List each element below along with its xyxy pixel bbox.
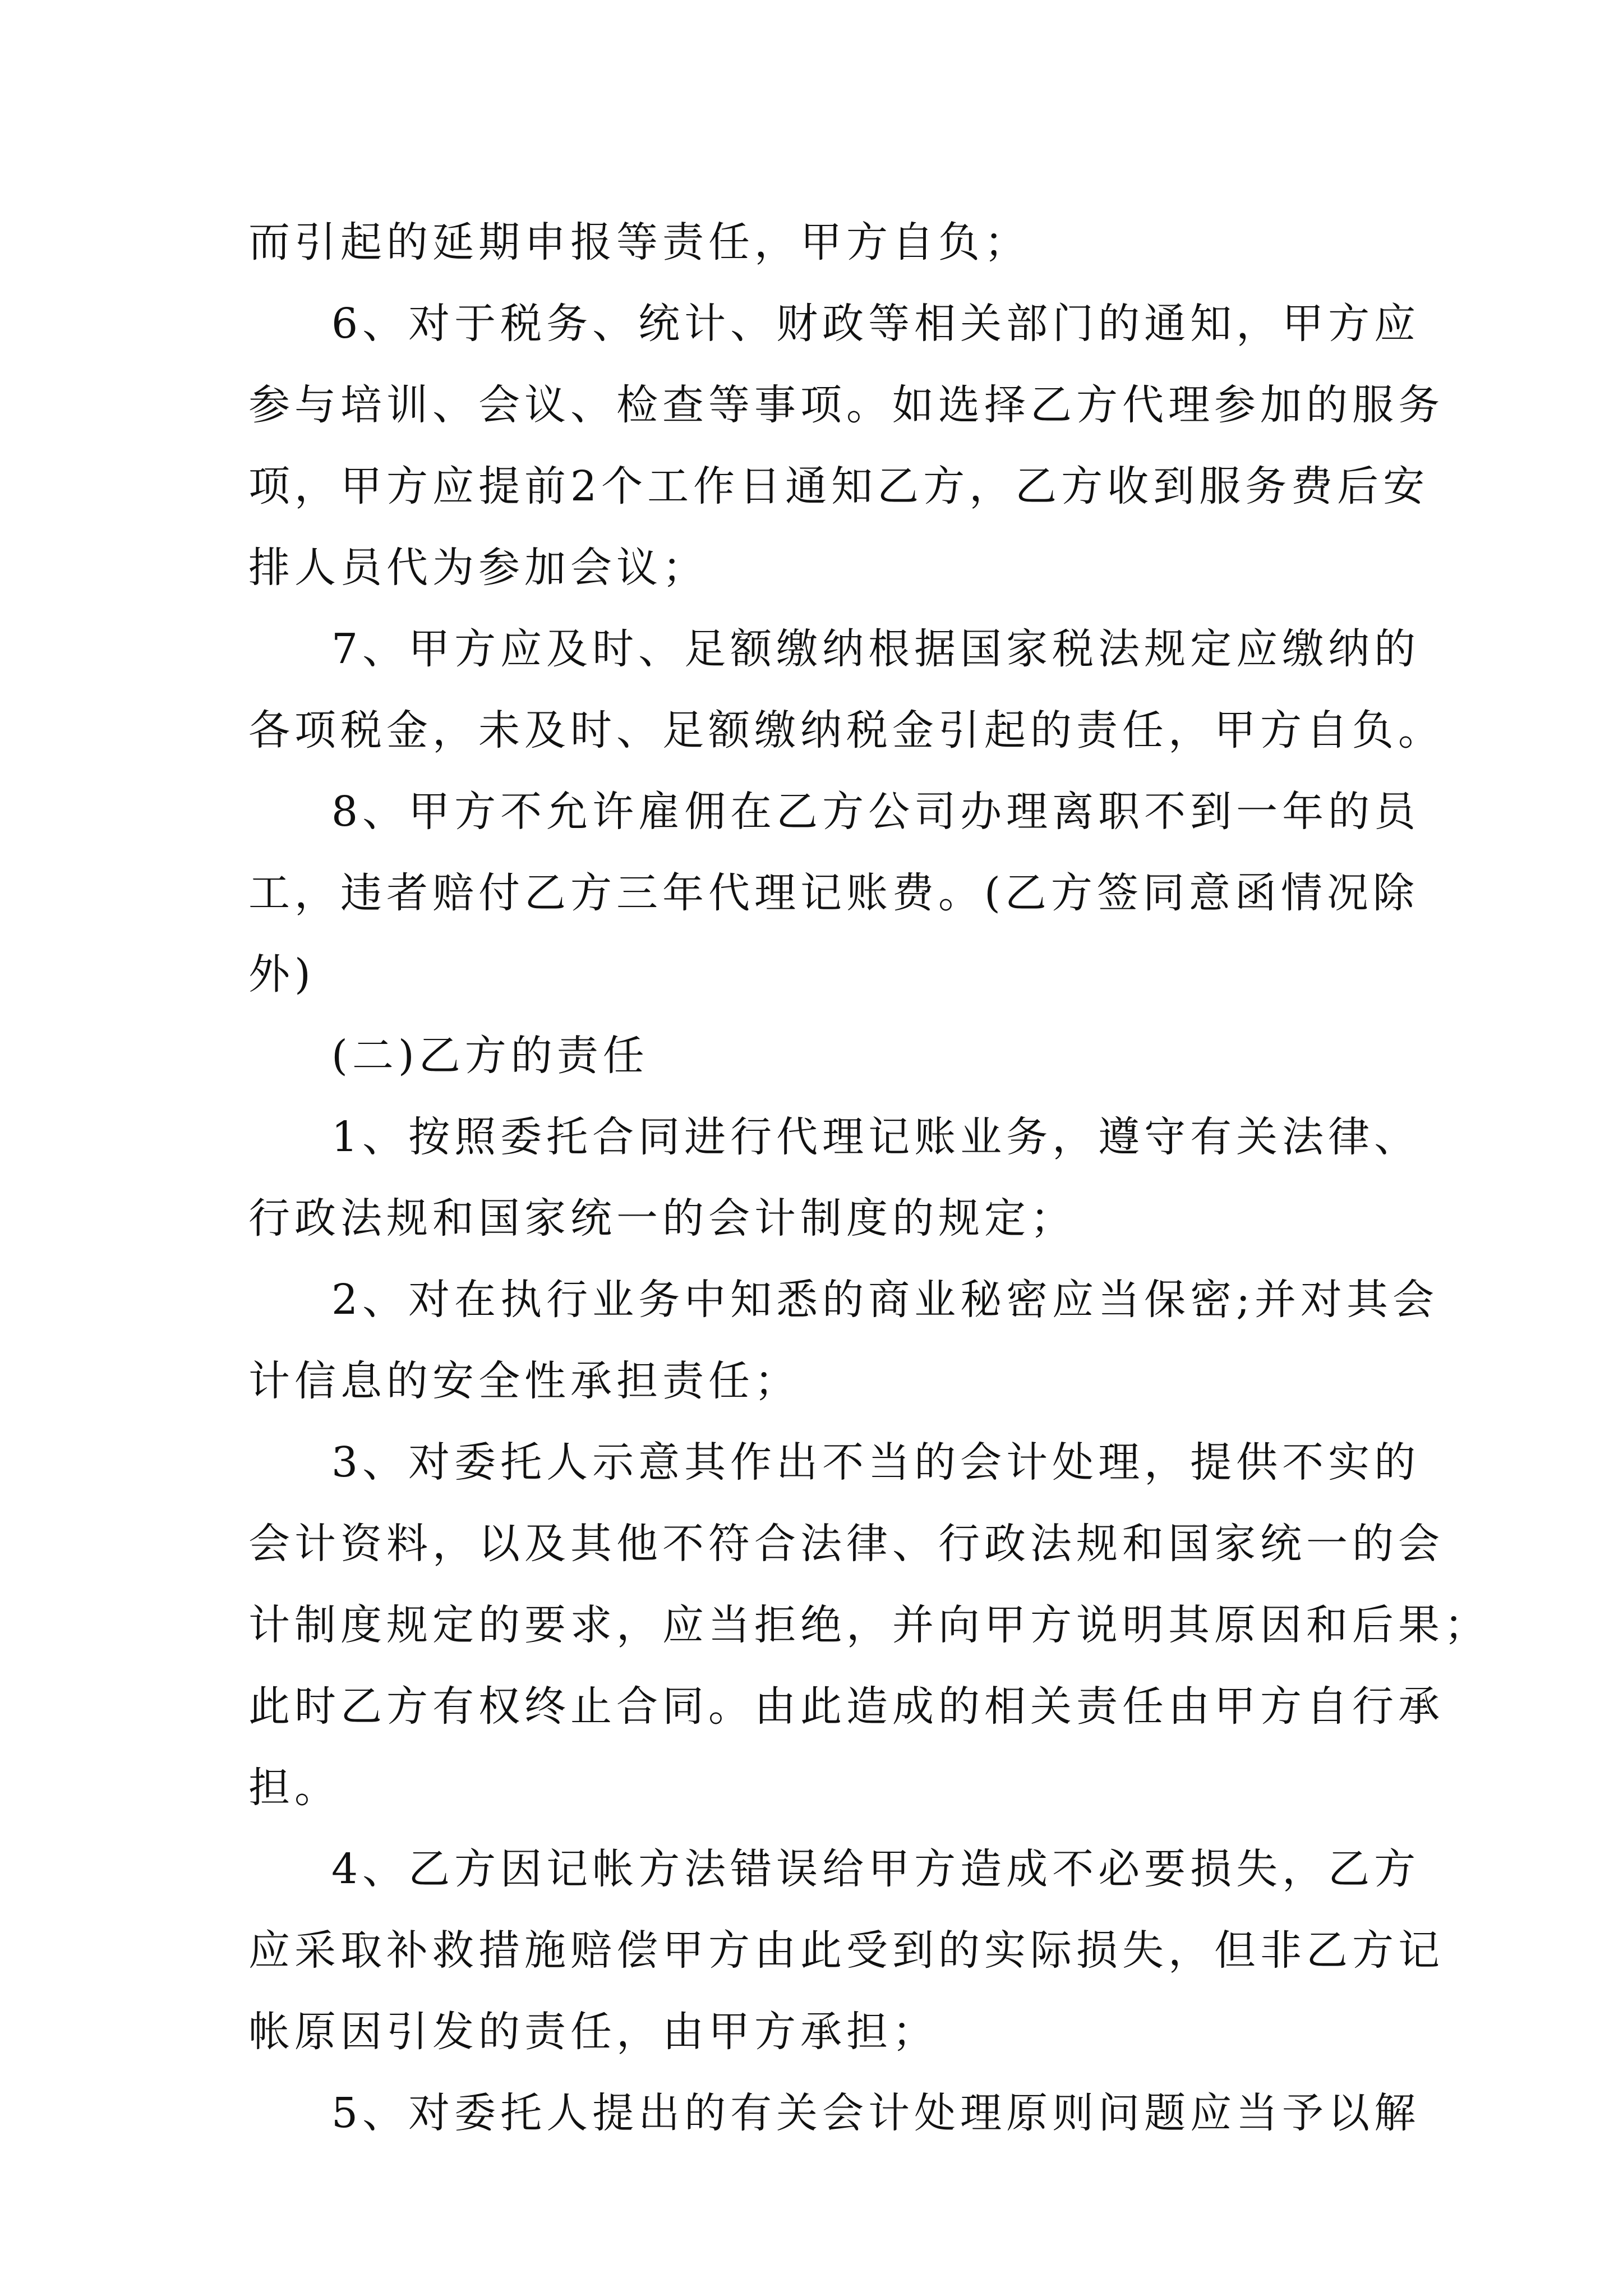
text-line: 外) [248, 950, 315, 999]
text-line: 帐原因引发的责任，由甲方承担； [248, 2008, 938, 2056]
text-line: 应采取补救措施赔偿甲方由此受到的实际损失，但非乙方记 [248, 1926, 1444, 1975]
contract-body-text [248, 202, 1490, 2154]
text-line: 各项税金，未及时、足额缴纳税金引起的责任，甲方自负。 [248, 706, 1444, 754]
text-line: 项，甲方应提前2个工作日通知乙方，乙方收到服务费后安 [248, 462, 1430, 510]
text-line: 此时乙方有权终止合同。由此造成的相关责任由甲方自行承 [248, 1682, 1444, 1731]
section-heading: (二)乙方的责任 [331, 1032, 649, 1080]
text-line: 参与培训、会议、检查等事项。如选择乙方代理参加的服务 [248, 381, 1444, 429]
text-line: 担。 [248, 1764, 340, 1812]
text-line: 4、乙方因记帐方法错误给甲方造成不必要损失，乙方 [331, 1845, 1421, 1893]
text-line: 7、甲方应及时、足额缴纳根据国家税法规定应缴纳的 [331, 625, 1421, 673]
text-line: 2、对在执行业务中知悉的商业秘密应当保密;并对其会 [331, 1276, 1439, 1324]
text-line: 工，违者赔付乙方三年代理记账费。(乙方签同意函情况除 [248, 869, 1419, 917]
text-line: 3、对委托人示意其作出不当的会计处理，提供不实的 [331, 1438, 1421, 1487]
text-line: 会计资料，以及其他不符合法律、行政法规和国家统一的会 [248, 1520, 1444, 1568]
text-line: 8、甲方不允许雇佣在乙方公司办理离职不到一年的员 [331, 788, 1421, 836]
text-line: 行政法规和国家统一的会计制度的规定； [248, 1194, 1076, 1243]
text-line: 计制度规定的要求，应当拒绝，并向甲方说明其原因和后果； [248, 1601, 1490, 1649]
text-line: 6、对于税务、统计、财政等相关部门的通知，甲方应 [331, 300, 1421, 348]
text-line: 计信息的安全性承担责任； [248, 1357, 800, 1405]
text-line: 1、按照委托合同进行代理记账业务，遵守有关法律、 [331, 1113, 1421, 1161]
text-line: 5、对委托人提出的有关会计处理原则问题应当予以解 [331, 2089, 1421, 2137]
text-line: 而引起的延期申报等责任，甲方自负； [248, 218, 1030, 266]
text-line: 排人员代为参加会议； [248, 544, 708, 592]
